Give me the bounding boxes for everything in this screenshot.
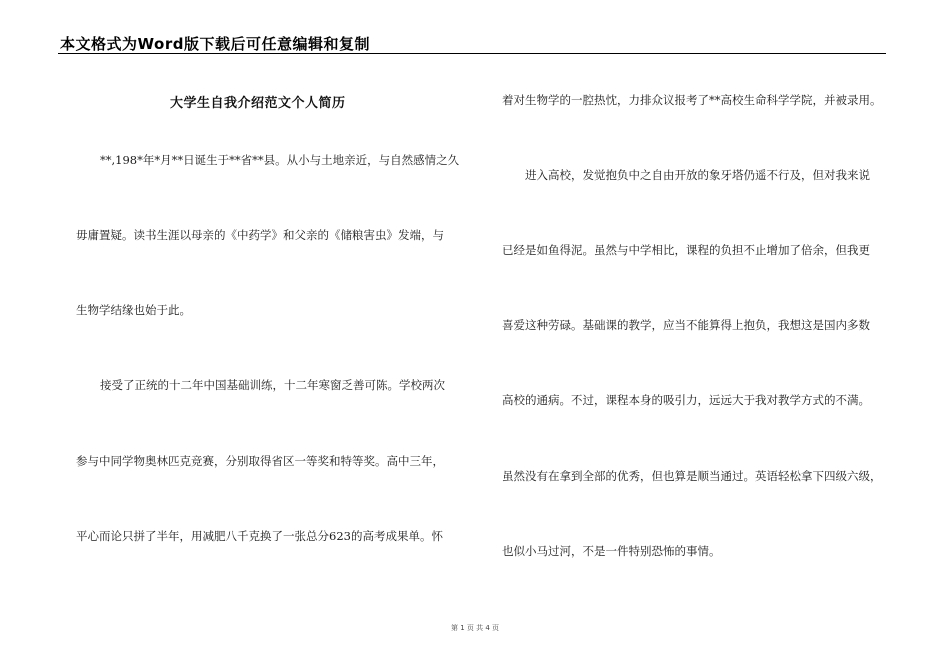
right-line-4: 喜爱这种劳碌。基础课的教学，应当不能算得上抱负，我想这是国内多数 [502,318,870,332]
page-indicator: 第 1 页 共 4 页 [450,624,500,632]
right-line-1: 着对生物学的一腔热忱，力排众议报考了**高校生命科学学院，并被录用。 [502,93,882,107]
right-line-2: 进入高校，发觉抱负中之自由开放的象牙塔仍遥不行及，但对我来说 [525,168,870,182]
right-line-7: 也似小马过河，不是一件特别恐怖的事情。 [502,544,721,558]
left-line-6: 平心而论只拼了半年，用减肥八千克换了一张总分623的高考成果单。怀 [76,529,443,543]
document-title: 大学生自我介绍范文个人简历 [170,96,346,111]
download-banner: 本文格式为Word版下载后可任意编辑和复制 [60,35,370,53]
left-line-4: 接受了正统的十二年中国基础训练，十二年寒窗乏善可陈。学校两次 [100,378,445,392]
right-line-3: 已经是如鱼得泥。虽然与中学相比，课程的负担不止增加了倍余，但我更 [502,243,870,257]
left-line-3: 生物学结缘也始于此。 [76,303,191,317]
banner-divider [58,53,886,54]
left-line-1: **,198*年*月**日诞生于**省**县。从小与土地亲近，与自然感情之久 [100,153,460,167]
right-line-6: 虽然没有在拿到全部的优秀，但也算是顺当通过。英语轻松拿下四级六级， [502,469,882,483]
left-line-2: 毋庸置疑。读书生涯以母亲的《中药学》和父亲的《储粮害虫》发端，与 [76,228,444,242]
right-line-5: 高校的通病。不过，课程本身的吸引力，远远大于我对教学方式的不满。 [502,393,870,407]
left-line-5: 参与中同学物奥林匹克竞赛，分别取得省区一等奖和特等奖。高中三年， [76,454,444,468]
